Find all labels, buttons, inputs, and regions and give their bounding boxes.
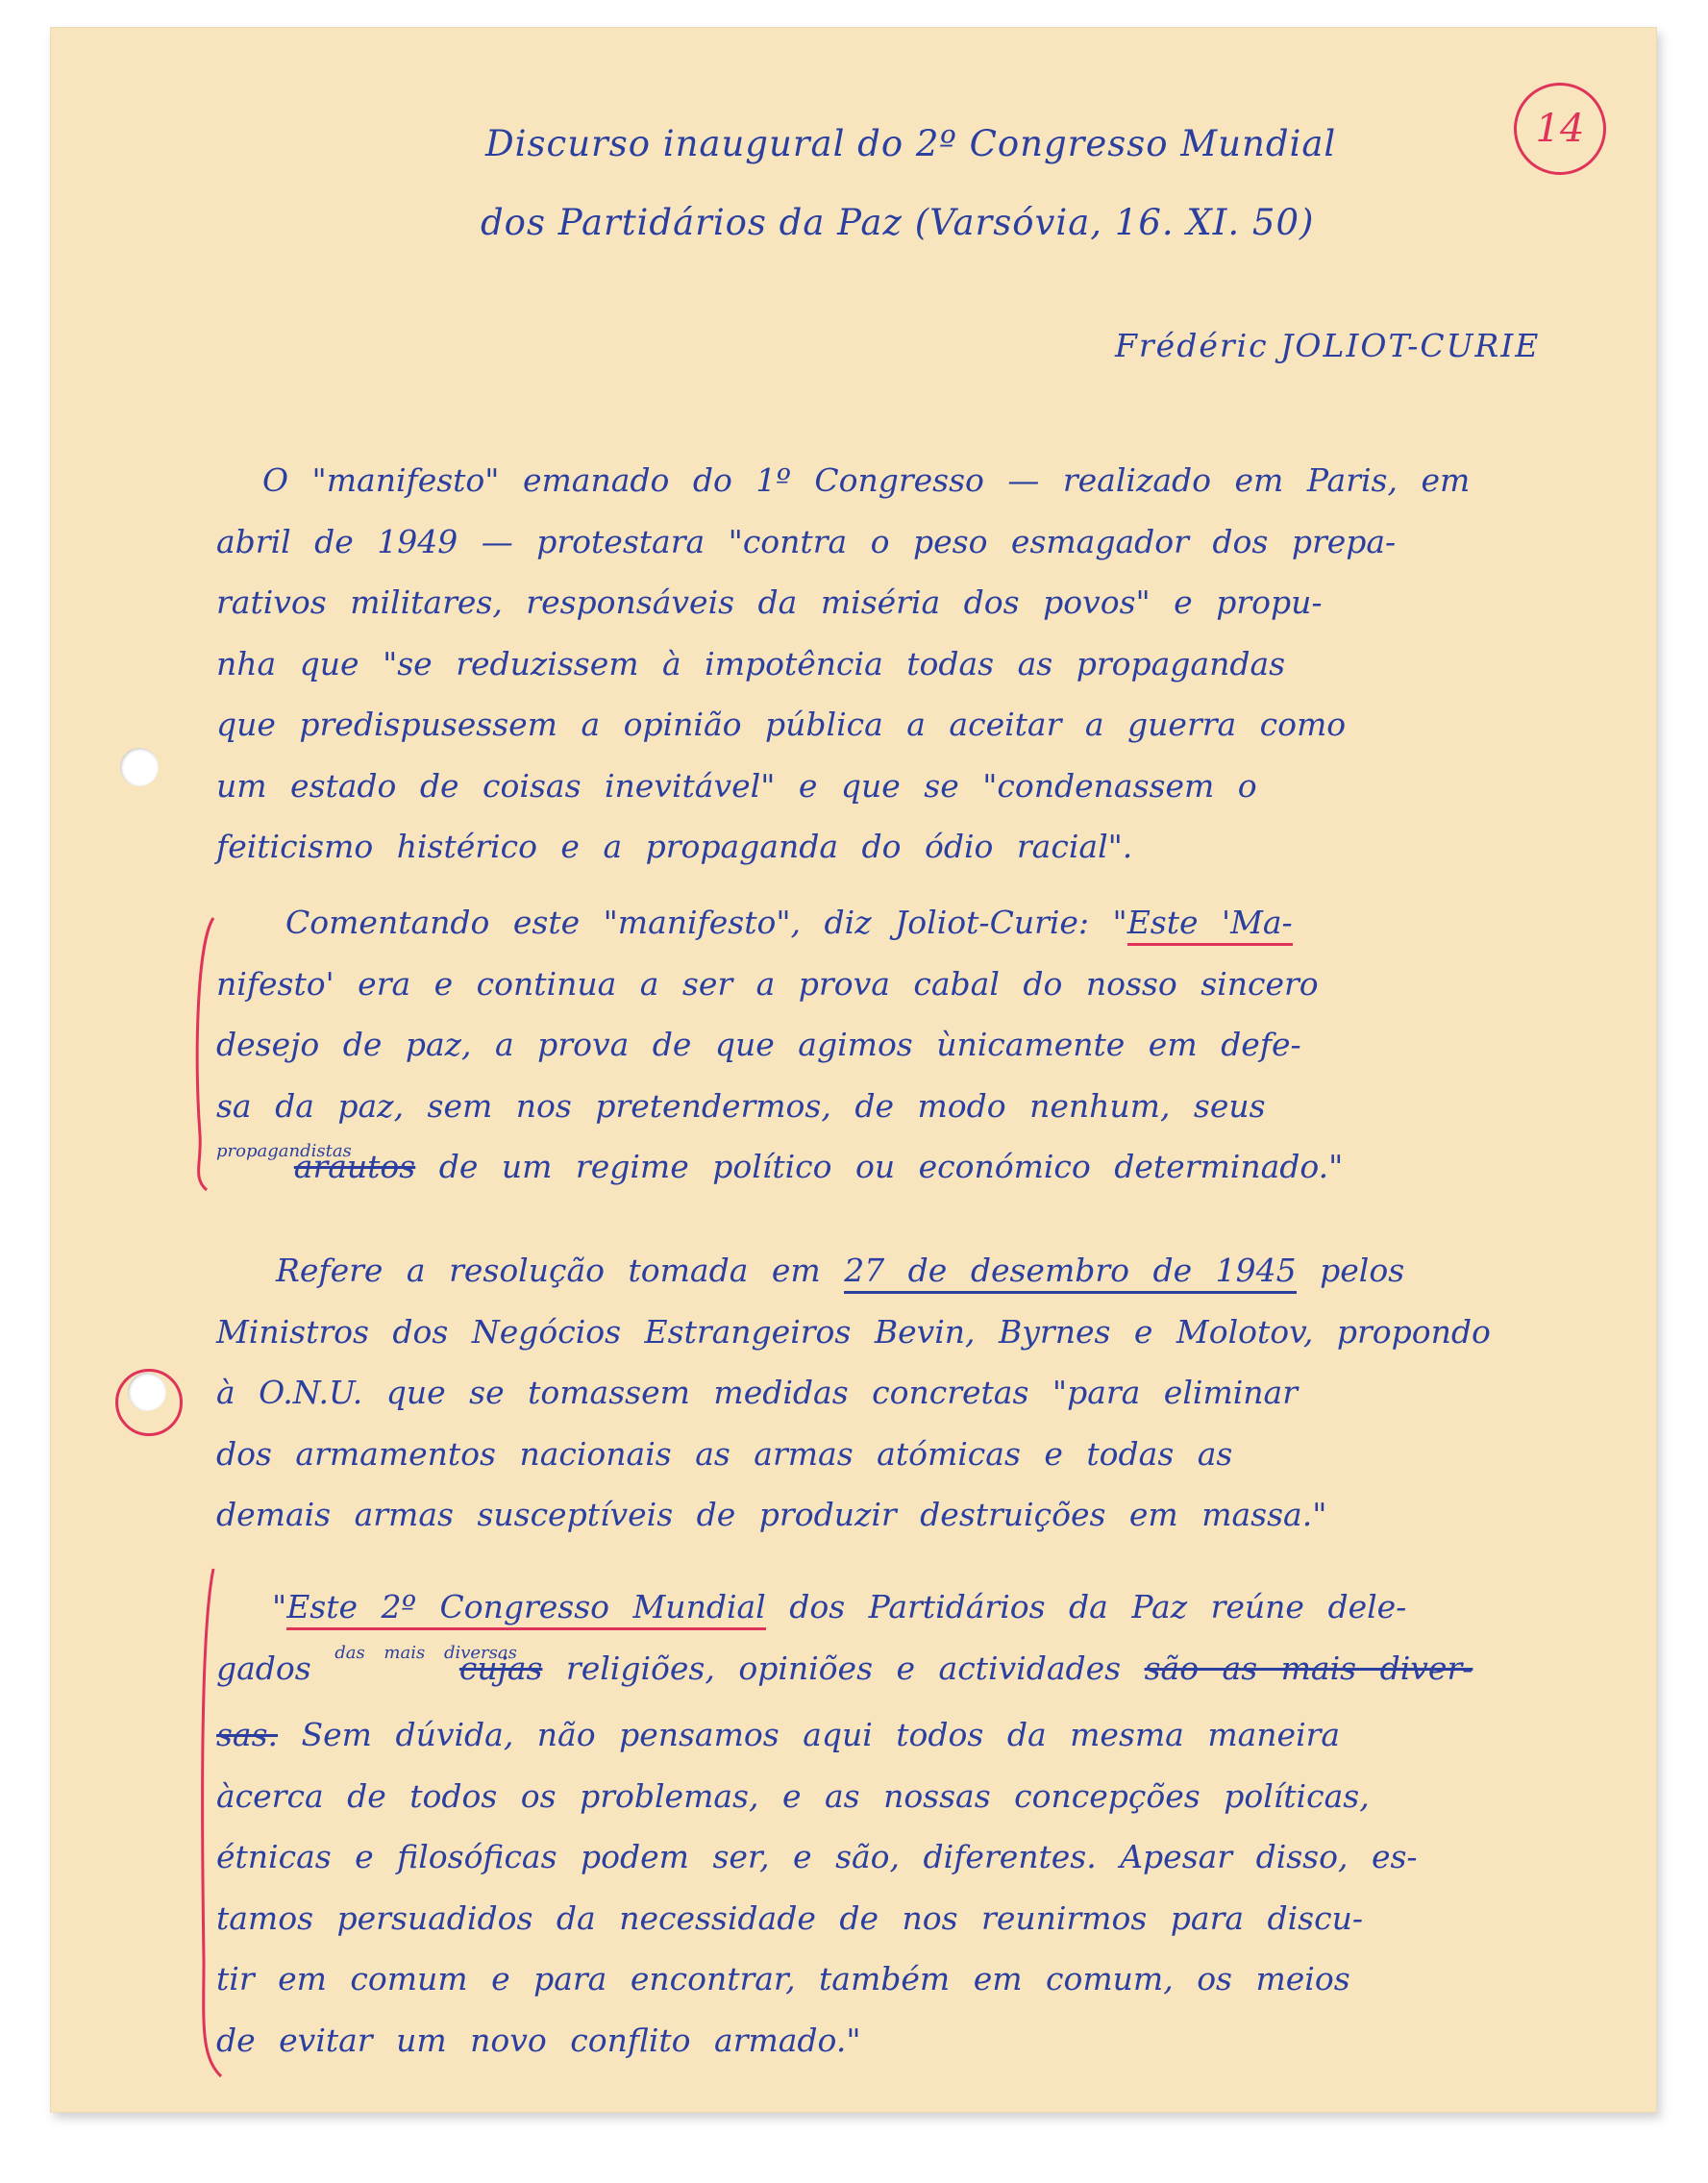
paragraph-3-line-1-text: Refere a resolução tomada em — [276, 1252, 845, 1289]
underlined-quote-start: Este 'Ma- — [1127, 904, 1293, 946]
title-line-2: dos Partidários da Paz (Varsóvia, 16. XI. 50) — [481, 202, 1315, 243]
struck-word: arautos — [293, 1148, 416, 1185]
paragraph-2-line: nifesto' era e continua a ser a prova cabal do nosso sincero — [216, 964, 1319, 1003]
struck-word: sas. — [216, 1716, 279, 1753]
paragraph-4-line — [216, 1704, 1473, 1766]
struck-phrase: são as mais diver- — [1144, 1649, 1473, 1687]
author: Frédéric JOLIOT-CURIE — [1115, 327, 1541, 364]
paragraph-2 — [216, 892, 1343, 1203]
paragraph-3-line: Ministros dos Negócios Estrangeiros Bevin, Byrnes e Molotov, propondo — [216, 1312, 1491, 1351]
inserted-phrase: das mais diversas — [334, 1642, 517, 1663]
paragraph-1-line: nha que "se reduzissem à impotência todas as propagandas — [216, 644, 1286, 682]
paragraph-4-line — [216, 1638, 1473, 1705]
inserted-word: propagandistas — [216, 1141, 352, 1161]
paragraph-4-line-3-text: Sem dúvida, não pensamos aqui todos da mesma maneira — [278, 1716, 1341, 1753]
paragraph-1-line: abril de 1949 — protestara "contra o peso esmagador dos prepa- — [216, 522, 1397, 560]
title-line-1: Discurso inaugural do 2º Congresso Mundial — [485, 123, 1337, 164]
paragraph-1-line: um estado de coisas inevitável" e que se "condenassem o — [216, 766, 1257, 805]
paragraph-4-line-2b: religiões, opiniões e actividades — [542, 1649, 1145, 1687]
paragraph-3-line: dos armamentos nacionais as armas atómicas e todas as — [216, 1434, 1233, 1473]
paragraph-4-line: tir em comum e para encontrar, também em comum, os meios — [216, 1960, 1350, 1997]
punch-hole-2 — [128, 1373, 166, 1411]
paragraph-2-line — [216, 1136, 1343, 1203]
struck-word: cujas — [458, 1649, 543, 1687]
paragraph-3-line: à O.N.U. que se tomassem medidas concretas "para eliminar — [216, 1374, 1298, 1411]
paragraph-2-line: sa da paz, sem nos pretendermos, de modo nenhum, seus — [216, 1086, 1266, 1125]
paragraph-4-line-2a: gados — [216, 1649, 335, 1687]
paragraph-1-line: que predispusessem a opinião pública a aceitar a guerra como — [216, 706, 1347, 743]
paragraph-3 — [216, 1240, 1491, 1546]
page-number: 14 — [1535, 107, 1585, 151]
punch-hole-1 — [120, 748, 159, 786]
underlined-congress: Este 2º Congresso Mundial — [286, 1588, 766, 1630]
paragraph-4 — [216, 1576, 1473, 2071]
paragraph-4-line-1-text: dos Partidários da Paz reúne dele- — [765, 1588, 1407, 1625]
paragraph-2-line — [285, 892, 1343, 954]
page-number-circle — [1514, 83, 1606, 175]
paragraph-4-line: de evitar um novo conflito armado." — [216, 2021, 861, 2059]
paragraph-3-line: demais armas susceptíveis de produzir destruições em massa." — [216, 1496, 1327, 1533]
paragraph-4-open-quote: " — [272, 1588, 287, 1625]
paragraph-2-line-1-text: Comentando este "manifesto", diz Joliot-Curie: " — [285, 904, 1127, 941]
paragraph-1-line: rativos militares, responsáveis da miséria dos povos" e propu- — [216, 583, 1323, 621]
paragraph-4-line: tamos persuadidos da necessidade de nos reunirmos para discu- — [216, 1898, 1364, 1937]
paragraph-4-line: étnicas e filosóficas podem ser, e são, diferentes. Apesar disso, es- — [216, 1838, 1418, 1875]
paragraph-3-line-1-end: pelos — [1296, 1252, 1405, 1289]
paragraph-1-line: feiticismo histérico e a propaganda do ódio racial". — [216, 828, 1133, 865]
paragraph-4-line: àcerca de todos os problemas, e as nossas concepções políticas, — [216, 1776, 1370, 1815]
paragraph-1 — [216, 450, 1470, 878]
paragraph-2-line: desejo de paz, a prova de que agimos ùnicamente em defe- — [216, 1026, 1301, 1063]
paragraph-4-line — [272, 1576, 1473, 1638]
paragraph-3-line — [276, 1240, 1491, 1302]
underlined-date: 27 de desembro de 1945 — [844, 1252, 1296, 1294]
paragraph-1-line: O "manifesto" emanado do 1º Congresso — realizado em Paris, em — [262, 461, 1471, 499]
paragraph-2-line-5-text: de um regime político ou económico determinado." — [415, 1148, 1344, 1185]
